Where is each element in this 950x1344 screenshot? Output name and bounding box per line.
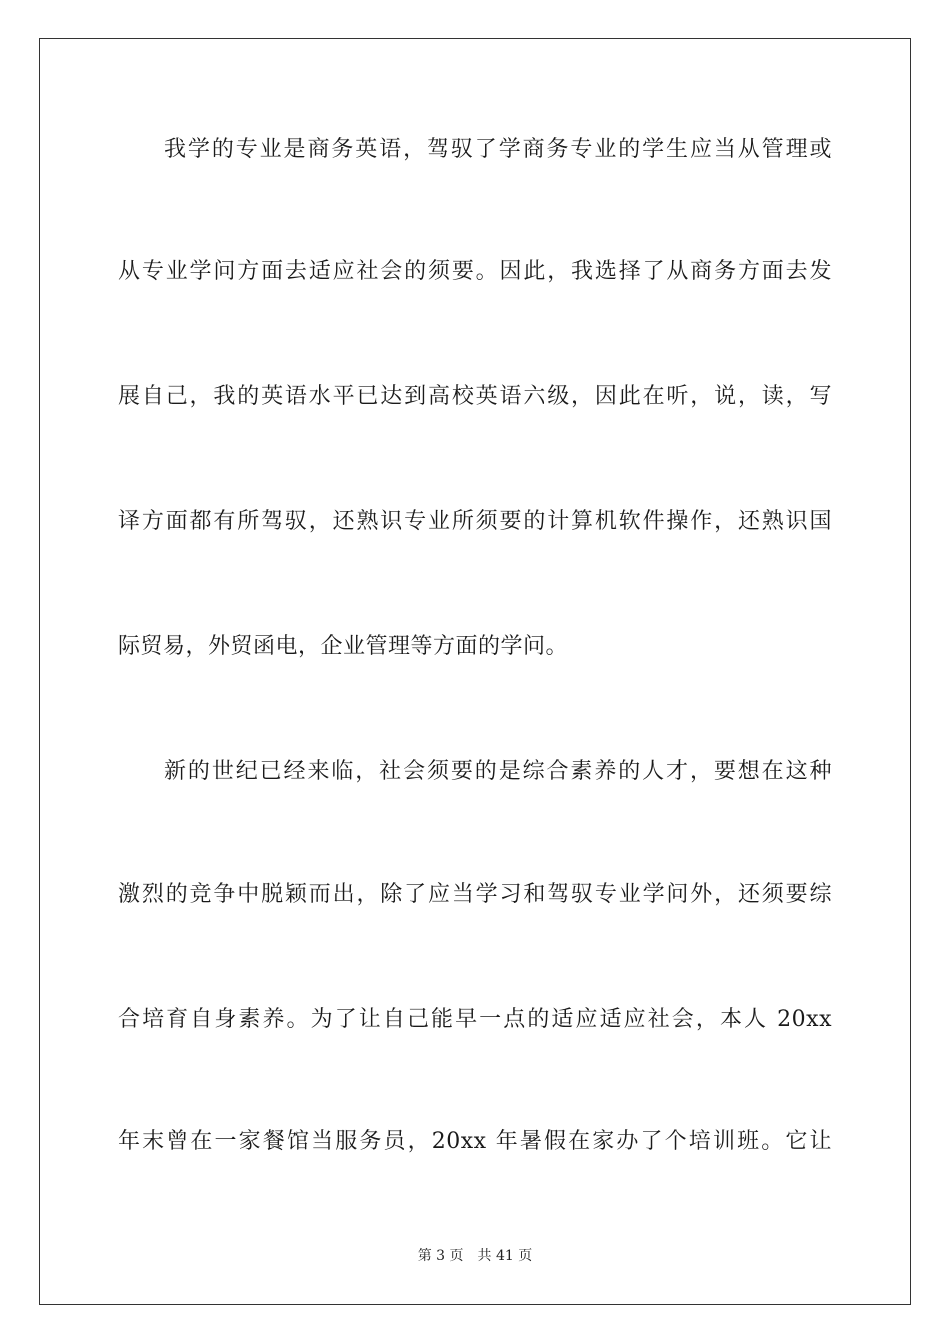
paragraph-1-line-4: 译方面都有所驾驭，还熟识专业所须要的计算机软件操作，还熟识国 [118,509,832,534]
paragraph-2-line-3: 合培育自身素养。为了让自己能早一点的适应适应社会，本人 20xx [118,1007,832,1032]
paragraph-2-line-1: 新的世纪已经来临，社会须要的是综合素养的人才，要想在这种 [164,759,832,784]
page-number: 第 3 页 [417,1248,464,1264]
paragraph-1-line-3: 展自己，我的英语水平已达到高校英语六级，因此在听，说，读，写 [118,384,832,409]
paragraph-1-line-2: 从专业学问方面去适应社会的须要。因此，我选择了从商务方面去发 [118,259,832,284]
paragraph-2-line-2: 激烈的竞争中脱颖而出，除了应当学习和驾驭专业学问外，还须要综 [118,882,832,907]
page-total: 共 41 页 [477,1248,533,1264]
paragraph-2-line-4: 年末曾在一家餐馆当服务员，20xx 年暑假在家办了个培训班。它让 [118,1129,832,1154]
page-border [39,38,911,1305]
paragraph-1-line-5: 际贸易，外贸函电，企业管理等方面的学问。 [118,634,569,659]
paragraph-1-line-1: 我学的专业是商务英语，驾驭了学商务专业的学生应当从管理或 [164,137,832,162]
page-footer [0,1246,950,1266]
